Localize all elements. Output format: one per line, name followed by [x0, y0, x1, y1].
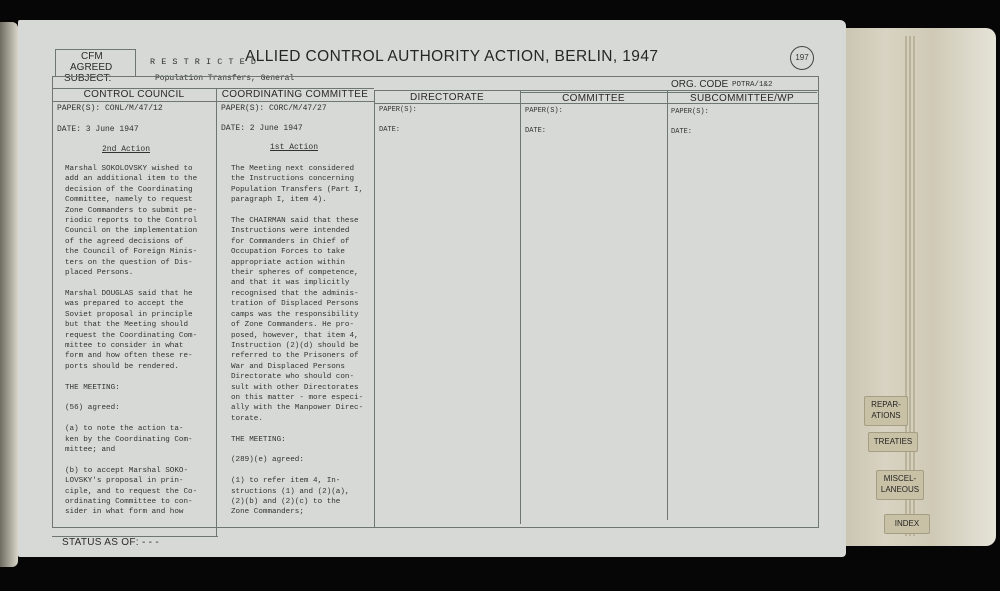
control-council-action: 2nd Action	[102, 145, 151, 154]
status-as-of: STATUS AS OF: - - -	[62, 537, 159, 548]
page-stack	[838, 28, 996, 546]
control-council-paper: PAPER(S): CONL/M/47/12	[57, 104, 163, 113]
subject-value: Population Transfers, General	[155, 74, 295, 83]
header-row-top-right	[374, 90, 818, 91]
cfm-label: CFM	[81, 51, 103, 62]
control-council-text: Marshal SOKOLOVSKY wished to add an additional item to the decision of the Coordinating Committee, namely to request Zone Commanders to submit pe- riodic reports to the Control Council on the implementation of the agreed decisions of the Council of Foreign Minis- ters on the question of Dis- placed Persons. Marshal DOUGLAS said that he was prepared to accept the Soviet proposal in principle but that the Meeting should request the Coordinating Com- mittee to consider in what form and how often these re- ports should be rendered. THE MEETING: (56) agreed: (a) to note the action ta- ken by the Coordinating Com- mittee; and (b) to accept Marshal SOKO- LOVSKY's proposal in prin- ciple, and to request the Co- ordinating Committee to con- sider in what form and how	[65, 165, 198, 517]
header-subcommittee: SUBCOMMITTEE/WP	[690, 93, 794, 104]
header-coordinating-committee: COORDINATING COMMITTEE	[221, 89, 369, 100]
coordinating-committee-text: The Meeting next considered the Instructions concerning Population Transfers (Part I, paragraph I, item 4). The CHAIRMAN said that these Instructions were intended for Commanders in Chief of Occupation Forces to take appropriate action within their spheres of competence, and that it was implicitly recognised that the adminis- tration of Displaced Persons camps was the responsibility of Zone Commanders. He pro- posed, however, that item 4, Instruction (2)(d) should be referred to the Prisoners of War and Displaced Persons Directorate who should con- sult with other Directorates on this matter - more especi- ally with the Manpower Direc- torate. THE MEETING: (289)(e) agreed: (1) to refer item 4, In- structions (1) and (2)(a), (2)(b) and (2)(c) to the Zone Commanders;	[231, 165, 364, 517]
agreed-label: AGREED	[70, 62, 113, 73]
col-divider-2	[374, 90, 375, 528]
header-row-bottom-left	[52, 101, 374, 102]
col-divider-1	[216, 88, 217, 536]
page-number: 197	[790, 46, 814, 70]
coordinating-committee-action: 1st Action	[270, 143, 319, 152]
tab-treaties[interactable]	[868, 432, 918, 452]
control-council-date: DATE: 3 June 1947	[57, 125, 139, 134]
tab-reparations-line1: REPAR-	[871, 400, 901, 409]
col-divider-4	[667, 90, 668, 520]
subject-label: SUBJECT:	[64, 73, 112, 84]
directorate-date: DATE:	[379, 126, 401, 134]
tab-misc-line2: LANEOUS	[880, 485, 920, 494]
tab-misc-line1: MISCEL-	[883, 474, 917, 483]
org-code-value: POTRA/1&2	[732, 81, 773, 89]
committee-date: DATE:	[525, 127, 547, 135]
page-stack-edge	[905, 36, 917, 536]
tab-reparations[interactable]	[864, 396, 908, 426]
directorate-paper: PAPER(S):	[379, 106, 417, 114]
tab-treaties-label: TREATIES	[873, 437, 913, 446]
binder-left-page-edge	[0, 22, 18, 567]
subcommittee-paper: PAPER(S):	[671, 108, 709, 116]
tab-index[interactable]	[884, 514, 930, 534]
tab-index-label: INDEX	[894, 519, 920, 528]
restricted-stamp: R E S T R I C T E D	[150, 57, 257, 67]
coordinating-committee-date: DATE: 2 June 1947	[221, 124, 303, 133]
page-title: ALLIED CONTROL AUTHORITY ACTION, BERLIN, 1947	[245, 48, 659, 65]
col-divider-3	[520, 90, 521, 524]
org-code-label: ORG. CODE	[671, 79, 729, 90]
header-control-council: CONTROL COUNCIL	[83, 89, 185, 100]
header-directorate: DIRECTORATE	[409, 92, 485, 103]
subcommittee-date: DATE:	[671, 128, 693, 136]
header-committee: COMMITTEE	[562, 93, 625, 104]
committee-paper: PAPER(S):	[525, 107, 563, 115]
tab-reparations-line2: ATIONS	[871, 411, 901, 420]
coordinating-committee-paper: PAPER(S): CORC/M/47/27	[221, 104, 327, 113]
tab-miscellaneous[interactable]	[876, 470, 924, 500]
